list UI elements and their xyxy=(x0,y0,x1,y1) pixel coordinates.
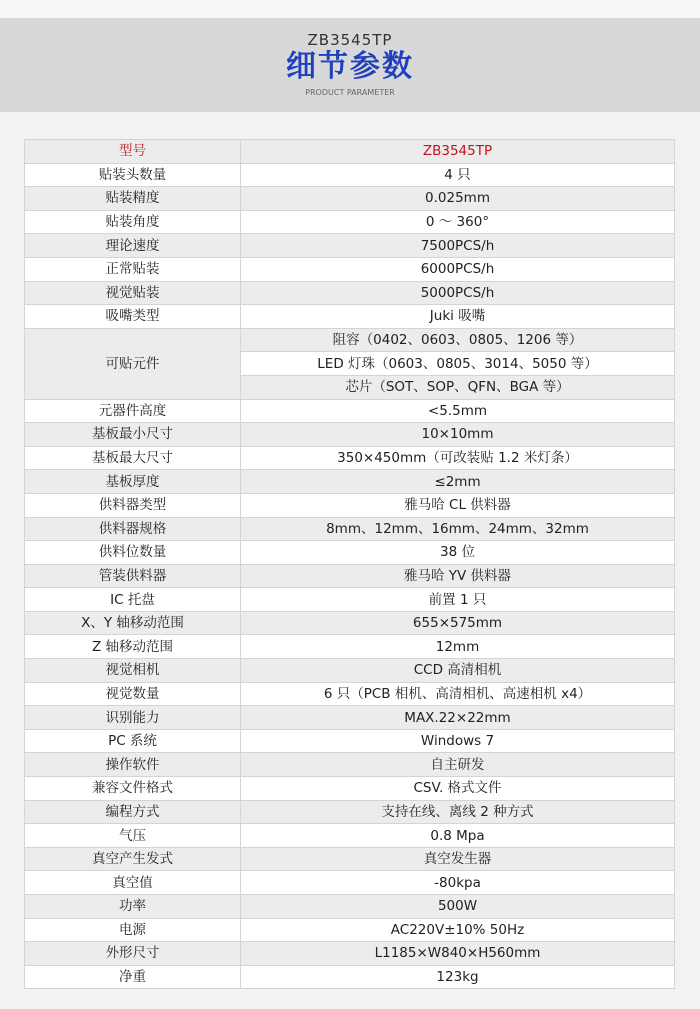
table-row xyxy=(25,446,675,470)
spec-value: 6 只（PCB 相机、高清相机、高速相机 x4） xyxy=(241,682,675,706)
table-row xyxy=(25,281,675,305)
table-row xyxy=(25,399,675,423)
spec-label: X、Y 轴移动范围 xyxy=(25,611,241,635)
spec-label: 视觉数量 xyxy=(25,682,241,706)
table-row xyxy=(25,257,675,281)
table-row xyxy=(25,234,675,258)
spec-value: L1185×W840×H560mm xyxy=(241,942,675,966)
header-value: ZB3545TP xyxy=(241,140,675,164)
spec-label: 编程方式 xyxy=(25,800,241,824)
spec-value: 雅马哈 YV 供料器 xyxy=(241,564,675,588)
spec-value: CCD 高清相机 xyxy=(241,659,675,683)
table-row xyxy=(25,423,675,447)
table-row xyxy=(25,706,675,730)
spec-value: 123kg xyxy=(241,965,675,989)
model-name: ZB3545TP xyxy=(307,31,393,49)
table-row xyxy=(25,493,675,517)
spec-value: CSV. 格式文件 xyxy=(241,777,675,801)
table-row xyxy=(25,305,675,329)
spec-label: Z 轴移动范围 xyxy=(25,635,241,659)
spec-label: 供料位数量 xyxy=(25,541,241,565)
spec-value: 芯片（SOT、SOP、QFN、BGA 等） xyxy=(241,375,675,399)
table-row xyxy=(25,800,675,824)
spec-label: 基板厚度 xyxy=(25,470,241,494)
spec-label: 真空值 xyxy=(25,871,241,895)
table-row xyxy=(25,777,675,801)
spec-value: 6000PCS/h xyxy=(241,257,675,281)
spec-value: 500W xyxy=(241,895,675,919)
spec-label: 管装供料器 xyxy=(25,564,241,588)
spec-label: 理论速度 xyxy=(25,234,241,258)
table-row xyxy=(25,588,675,612)
spec-value: 雅马哈 CL 供料器 xyxy=(241,493,675,517)
spec-value: LED 灯珠（0603、0805、3014、5050 等） xyxy=(241,352,675,376)
spec-label: 正常贴装 xyxy=(25,257,241,281)
spec-table xyxy=(24,139,675,989)
section-header xyxy=(0,18,700,112)
header-label: 型号 xyxy=(25,140,241,164)
spec-label: PC 系统 xyxy=(25,729,241,753)
spec-value: ≤2mm xyxy=(241,470,675,494)
spec-label: 净重 xyxy=(25,965,241,989)
spec-label: 元器件高度 xyxy=(25,399,241,423)
spec-table-container xyxy=(24,139,675,989)
table-row xyxy=(25,611,675,635)
spec-value: 655×575mm xyxy=(241,611,675,635)
spec-label: IC 托盘 xyxy=(25,588,241,612)
spec-label: 可贴元件 xyxy=(25,328,241,399)
spec-value: 4 只 xyxy=(241,163,675,187)
spec-value: 0.025mm xyxy=(241,187,675,211)
spec-label: 基板最大尺寸 xyxy=(25,446,241,470)
spec-label: 供料器规格 xyxy=(25,517,241,541)
spec-label: 基板最小尺寸 xyxy=(25,423,241,447)
spec-value: 38 位 xyxy=(241,541,675,565)
table-row xyxy=(25,470,675,494)
table-row xyxy=(25,824,675,848)
table-row xyxy=(25,942,675,966)
table-row xyxy=(25,328,675,352)
spec-value: 0.8 Mpa xyxy=(241,824,675,848)
spec-value: -80kpa xyxy=(241,871,675,895)
table-row xyxy=(25,682,675,706)
spec-value: 10×10mm xyxy=(241,423,675,447)
spec-label: 贴装精度 xyxy=(25,187,241,211)
spec-value: 0 ～ 360° xyxy=(241,210,675,234)
spec-label: 功率 xyxy=(25,895,241,919)
spec-value: 8mm、12mm、16mm、24mm、32mm xyxy=(241,517,675,541)
spec-label: 供料器类型 xyxy=(25,493,241,517)
spec-value: 自主研发 xyxy=(241,753,675,777)
table-row xyxy=(25,753,675,777)
table-row xyxy=(25,541,675,565)
spec-label: 视觉相机 xyxy=(25,659,241,683)
table-row xyxy=(25,847,675,871)
spec-value: 前置 1 只 xyxy=(241,588,675,612)
table-row xyxy=(25,918,675,942)
spec-label: 贴装头数量 xyxy=(25,163,241,187)
spec-label: 视觉贴装 xyxy=(25,281,241,305)
spec-label: 气压 xyxy=(25,824,241,848)
spec-value: Juki 吸嘴 xyxy=(241,305,675,329)
table-row xyxy=(25,635,675,659)
spec-value: Windows 7 xyxy=(241,729,675,753)
section-title: 细节参数 xyxy=(286,49,414,84)
spec-value: 350×450mm（可改装贴 1.2 米灯条） xyxy=(241,446,675,470)
table-row xyxy=(25,871,675,895)
spec-label: 识别能力 xyxy=(25,706,241,730)
spec-label: 真空产生发式 xyxy=(25,847,241,871)
spec-label: 外形尺寸 xyxy=(25,942,241,966)
table-row xyxy=(25,210,675,234)
spec-value: 7500PCS/h xyxy=(241,234,675,258)
table-row xyxy=(25,517,675,541)
spec-value: <5.5mm xyxy=(241,399,675,423)
table-row xyxy=(25,564,675,588)
spec-label: 兼容文件格式 xyxy=(25,777,241,801)
spec-label: 贴装角度 xyxy=(25,210,241,234)
table-row xyxy=(25,163,675,187)
table-row xyxy=(25,965,675,989)
spec-value: 真空发生器 xyxy=(241,847,675,871)
spec-value: 12mm xyxy=(241,635,675,659)
table-header-row xyxy=(25,140,675,164)
table-row xyxy=(25,729,675,753)
spec-value: 5000PCS/h xyxy=(241,281,675,305)
spec-label: 操作软件 xyxy=(25,753,241,777)
spec-label: 电源 xyxy=(25,918,241,942)
table-row xyxy=(25,659,675,683)
spec-value: 支持在线、离线 2 种方式 xyxy=(241,800,675,824)
table-row xyxy=(25,187,675,211)
spec-value: AC220V±10% 50Hz xyxy=(241,918,675,942)
section-subtitle: PRODUCT PARAMETER xyxy=(305,88,395,97)
spec-value: MAX.22×22mm xyxy=(241,706,675,730)
table-row xyxy=(25,895,675,919)
spec-label: 吸嘴类型 xyxy=(25,305,241,329)
top-strip xyxy=(0,0,700,18)
spec-value: 阻容（0402、0603、0805、1206 等） xyxy=(241,328,675,352)
